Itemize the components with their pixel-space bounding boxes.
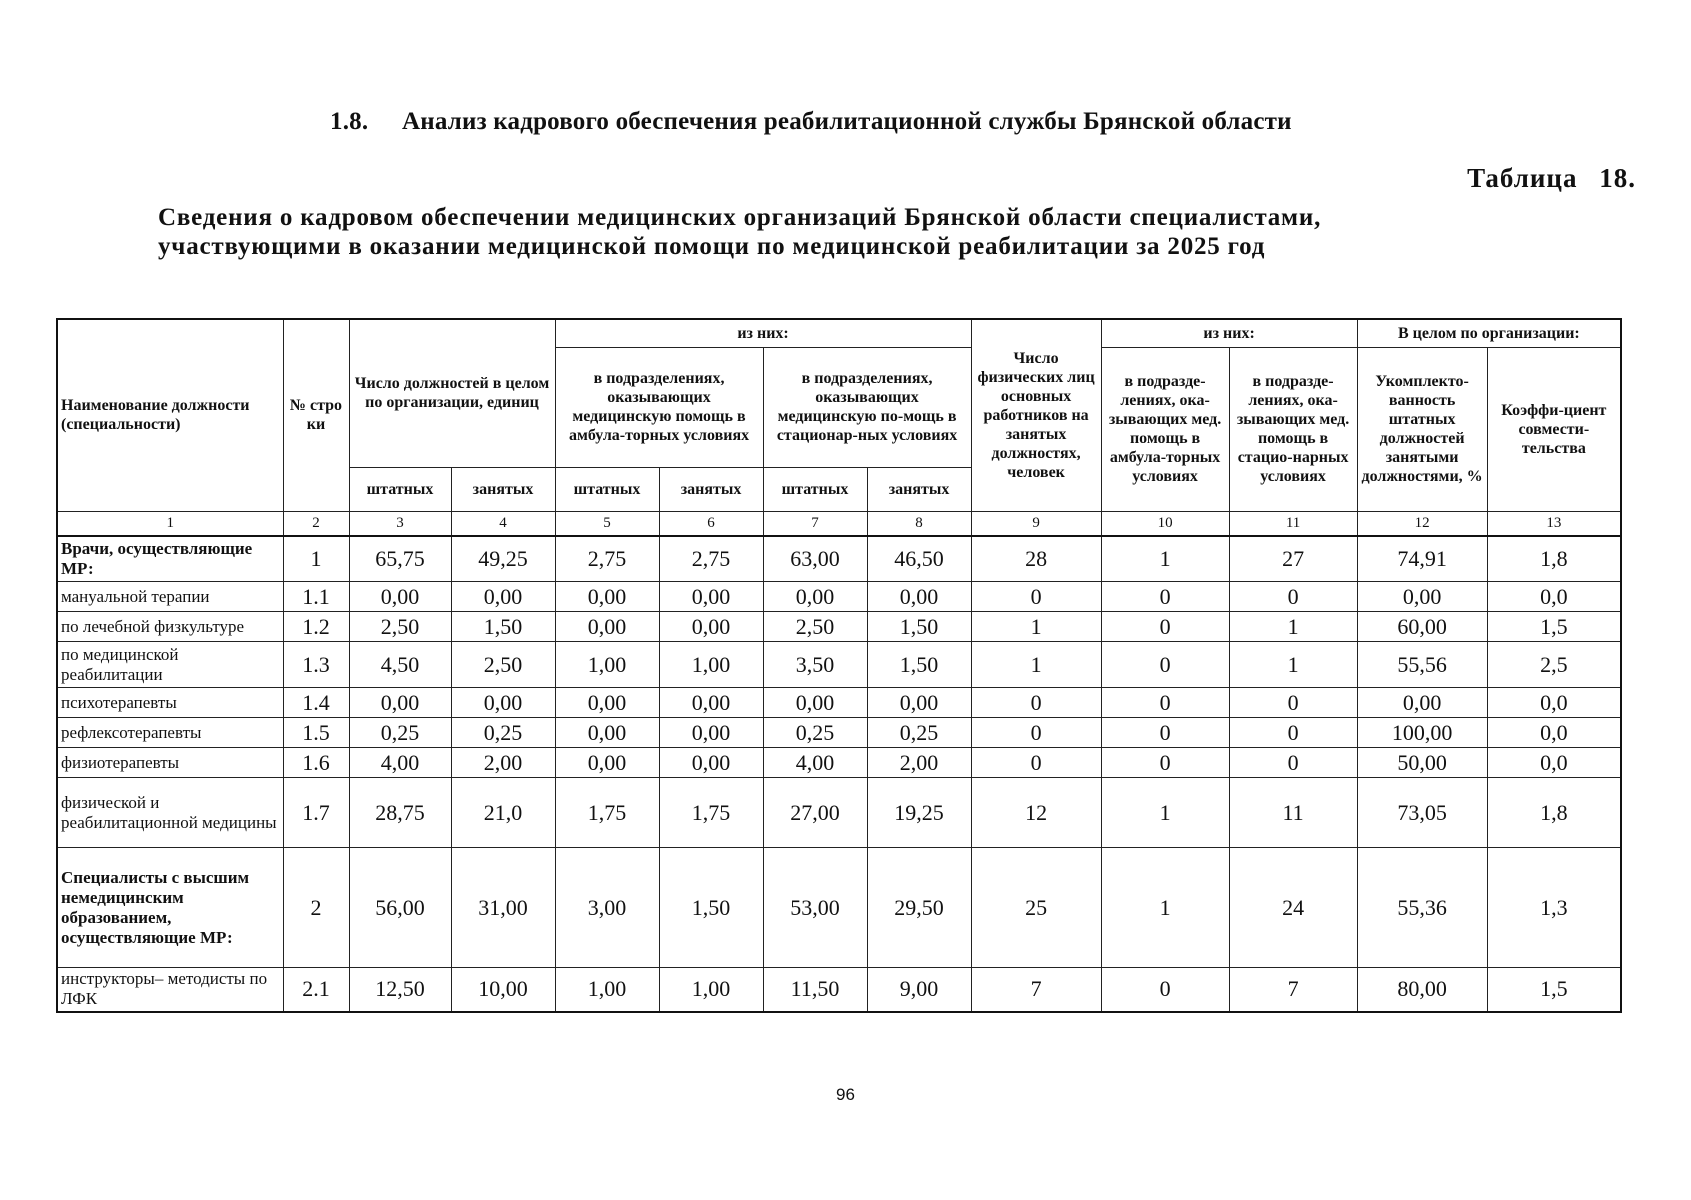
cell-c10: 0 [1101,968,1229,1012]
cell-c3: 56,00 [349,848,451,968]
cell-c6: 1,50 [659,848,763,968]
cell-c5: 0,00 [555,612,659,642]
position-name: Врачи, осуществляющие МР: [57,536,283,582]
cell-c5: 1,00 [555,642,659,688]
table-caption [158,203,1558,261]
header-org-total: В целом по организации: [1357,319,1621,347]
cell-c7: 3,50 [763,642,867,688]
cell-c8: 29,50 [867,848,971,968]
column-number: 10 [1101,511,1229,536]
table-row [57,748,1621,778]
table-body [57,536,1621,1012]
cell-c10: 1 [1101,848,1229,968]
header-staff-total: штатных [349,467,451,511]
cell-c12: 73,05 [1357,778,1487,848]
row-number: 1.3 [283,642,349,688]
cell-c13: 1,8 [1487,778,1621,848]
cell-c11: 0 [1229,688,1357,718]
cell-c5: 1,75 [555,778,659,848]
header-positions-total: Число должностей в целом по организации, единиц [349,319,555,467]
cell-c9: 1 [971,612,1101,642]
cell-c5: 0,00 [555,748,659,778]
cell-c6: 0,00 [659,688,763,718]
table-row [57,968,1621,1012]
cell-c6: 0,00 [659,718,763,748]
cell-c4: 21,0 [451,778,555,848]
cell-c3: 4,50 [349,642,451,688]
table-row [57,642,1621,688]
column-number: 8 [867,511,971,536]
cell-c7: 2,50 [763,612,867,642]
cell-c11: 11 [1229,778,1357,848]
column-number: 1 [57,511,283,536]
cell-c4: 0,25 [451,718,555,748]
cell-c9: 25 [971,848,1101,968]
row-number: 1.6 [283,748,349,778]
cell-c12: 60,00 [1357,612,1487,642]
position-name: инструкторы– методисты по ЛФК [57,968,283,1012]
cell-c4: 10,00 [451,968,555,1012]
cell-c10: 0 [1101,748,1229,778]
cell-c12: 100,00 [1357,718,1487,748]
position-name: физиотерапевты [57,748,283,778]
table-row [57,582,1621,612]
cell-c10: 1 [1101,536,1229,582]
cell-c12: 80,00 [1357,968,1487,1012]
header-inpatient: в подразделениях, оказывающих медицинскую по-мощь в стационар-ных условиях [763,347,971,467]
cell-c6: 1,00 [659,968,763,1012]
cell-c13: 1,5 [1487,612,1621,642]
header-inpatient-2: в подразде-лениях, ока-зывающих мед. помощь в стацио-нарных условиях [1229,347,1357,511]
cell-c10: 0 [1101,718,1229,748]
cell-c3: 0,00 [349,688,451,718]
cell-c12: 0,00 [1357,688,1487,718]
cell-c7: 4,00 [763,748,867,778]
cell-c8: 2,00 [867,748,971,778]
caption-line-2: участвующими в оказании медицинской помощи по медицинской реабилитации за 2025 год [158,233,1266,260]
page-number: 96 [836,1085,855,1104]
cell-c4: 31,00 [451,848,555,968]
cell-c7: 11,50 [763,968,867,1012]
cell-c4: 2,50 [451,642,555,688]
column-number: 12 [1357,511,1487,536]
cell-c11: 0 [1229,582,1357,612]
section-title [330,108,1430,136]
header-occupied-inpatient: занятых [867,467,971,511]
cell-c10: 0 [1101,688,1229,718]
column-number: 5 [555,511,659,536]
cell-c13: 1,3 [1487,848,1621,968]
cell-c10: 0 [1101,642,1229,688]
header-staff-inpatient: штатных [763,467,867,511]
cell-c8: 1,50 [867,612,971,642]
cell-c4: 49,25 [451,536,555,582]
table-header [57,319,1621,536]
cell-c13: 1,5 [1487,968,1621,1012]
cell-c13: 0,0 [1487,748,1621,778]
cell-c4: 0,00 [451,688,555,718]
cell-c8: 0,25 [867,718,971,748]
cell-c12: 55,56 [1357,642,1487,688]
column-number: 4 [451,511,555,536]
cell-c4: 2,00 [451,748,555,778]
position-name: Специалисты с высшим немедицинским образованием, осуществляющие МР: [57,848,283,968]
cell-c7: 27,00 [763,778,867,848]
cell-c6: 1,75 [659,778,763,848]
header-row-number: № стро ки [283,319,349,511]
row-number: 1.1 [283,582,349,612]
cell-c5: 2,75 [555,536,659,582]
column-number: 13 [1487,511,1621,536]
header-of-them: из них: [555,319,971,347]
cell-c7: 0,25 [763,718,867,748]
cell-c3: 4,00 [349,748,451,778]
row-number: 1.5 [283,718,349,748]
table-row [57,536,1621,582]
cell-c11: 1 [1229,612,1357,642]
cell-c8: 0,00 [867,582,971,612]
cell-c5: 0,00 [555,582,659,612]
cell-c9: 1 [971,642,1101,688]
cell-c8: 0,00 [867,688,971,718]
cell-c11: 7 [1229,968,1357,1012]
column-number: 2 [283,511,349,536]
section-heading: Анализ кадрового обеспечения реабилитационной службы Брянской области [402,108,1292,135]
staffing-table [56,318,1622,1013]
cell-c10: 0 [1101,582,1229,612]
column-number: 7 [763,511,867,536]
cell-c6: 0,00 [659,612,763,642]
cell-c8: 1,50 [867,642,971,688]
cell-c3: 0,25 [349,718,451,748]
cell-c9: 7 [971,968,1101,1012]
section-number: 1.8. [330,108,369,135]
row-number: 1.4 [283,688,349,718]
cell-c10: 1 [1101,778,1229,848]
cell-c3: 28,75 [349,778,451,848]
cell-c6: 1,00 [659,642,763,688]
column-number: 6 [659,511,763,536]
cell-c8: 19,25 [867,778,971,848]
cell-c5: 3,00 [555,848,659,968]
table-row [57,612,1621,642]
row-number: 2 [283,848,349,968]
position-name: психотерапевты [57,688,283,718]
cell-c7: 53,00 [763,848,867,968]
header-coefficient: Коэффи-циент совмести-тельства [1487,347,1621,511]
row-number: 1.7 [283,778,349,848]
cell-c11: 0 [1229,748,1357,778]
header-staff-ambulatory: штатных [555,467,659,511]
cell-c12: 50,00 [1357,748,1487,778]
cell-c7: 63,00 [763,536,867,582]
cell-c4: 0,00 [451,582,555,612]
cell-c8: 46,50 [867,536,971,582]
header-name: Наименование должности (специальности) [57,319,283,511]
cell-c13: 1,8 [1487,536,1621,582]
column-numbers-row [57,511,1621,536]
position-name: рефлексотерапевты [57,718,283,748]
header-occupied-total: занятых [451,467,555,511]
caption-line-1: Сведения о кадровом обеспечении медицинских организаций Брянской области специалистами, [158,204,1322,231]
cell-c11: 24 [1229,848,1357,968]
cell-c12: 74,91 [1357,536,1487,582]
cell-c12: 55,36 [1357,848,1487,968]
cell-c3: 2,50 [349,612,451,642]
position-name: по лечебной физкультуре [57,612,283,642]
cell-c13: 0,0 [1487,582,1621,612]
position-name: физической и реабилитационной медицины [57,778,283,848]
cell-c9: 0 [971,718,1101,748]
cell-c5: 0,00 [555,718,659,748]
row-number: 2.1 [283,968,349,1012]
cell-c13: 0,0 [1487,718,1621,748]
header-of-them-2: из них: [1101,319,1357,347]
row-number: 1 [283,536,349,582]
cell-c4: 1,50 [451,612,555,642]
table-row [57,848,1621,968]
position-name: мануальной терапии [57,582,283,612]
row-number: 1.2 [283,612,349,642]
position-name: по медицинской реабилитации [57,642,283,688]
header-staffing-percent: Укомплекто-ванность штатных должностей занятыми должностями, % [1357,347,1487,511]
cell-c9: 0 [971,748,1101,778]
cell-c11: 27 [1229,536,1357,582]
header-persons: Число физических лиц основных работников на занятых должностях, человек [971,319,1101,511]
cell-c6: 2,75 [659,536,763,582]
header-occupied-ambulatory: занятых [659,467,763,511]
header-ambulatory: в подразделениях, оказывающих медицинскую помощь в амбула-торных условиях [555,347,763,467]
column-number: 9 [971,511,1101,536]
cell-c11: 0 [1229,718,1357,748]
cell-c5: 0,00 [555,688,659,718]
column-number: 3 [349,511,451,536]
cell-c7: 0,00 [763,688,867,718]
cell-c3: 12,50 [349,968,451,1012]
cell-c9: 28 [971,536,1101,582]
cell-c10: 0 [1101,612,1229,642]
cell-c3: 65,75 [349,536,451,582]
cell-c12: 0,00 [1357,582,1487,612]
column-number: 11 [1229,511,1357,536]
cell-c9: 12 [971,778,1101,848]
cell-c13: 2,5 [1487,642,1621,688]
header-ambulatory-2: в подразде-лениях, ока-зывающих мед. помощь в амбула-торных условиях [1101,347,1229,511]
cell-c3: 0,00 [349,582,451,612]
table-row [57,778,1621,848]
cell-c8: 9,00 [867,968,971,1012]
cell-c7: 0,00 [763,582,867,612]
cell-c9: 0 [971,582,1101,612]
cell-c13: 0,0 [1487,688,1621,718]
table-row [57,688,1621,718]
cell-c6: 0,00 [659,582,763,612]
table-row [57,718,1621,748]
cell-c11: 1 [1229,642,1357,688]
cell-c5: 1,00 [555,968,659,1012]
cell-c9: 0 [971,688,1101,718]
table-label: Таблица 18. [1467,163,1636,193]
cell-c6: 0,00 [659,748,763,778]
